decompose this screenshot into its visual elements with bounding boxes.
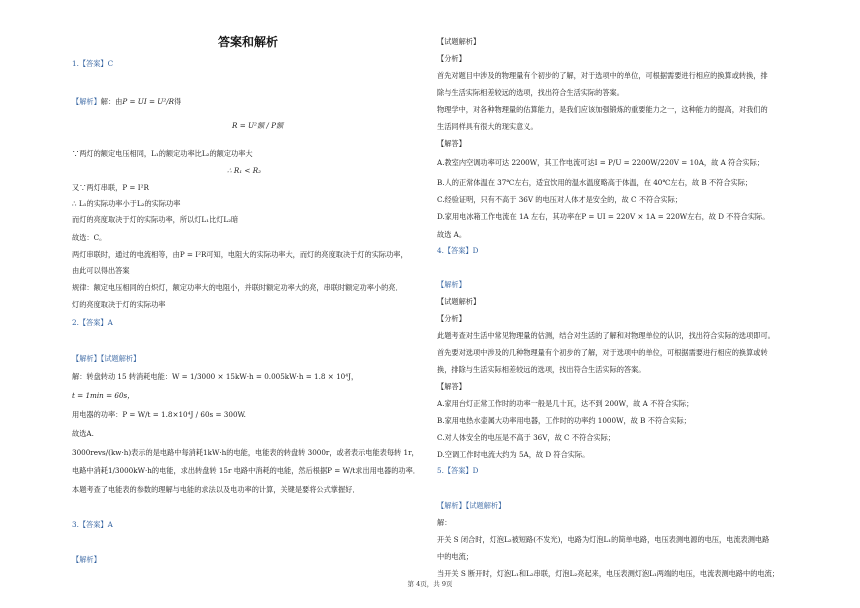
q5-answer-header: 5.【答案】D <box>437 466 479 475</box>
r-line-27: 中的电流； <box>437 552 473 561</box>
r-line-5: 物理学中，对各种物理量的估算能力，是我们应该加强锻炼的重要能力之一，这种能力的提高，对我们的 <box>437 105 768 114</box>
r-line-1: 【试题解析】 <box>437 37 481 46</box>
q1-line-f: ∴ L₁的实际功率小于L₂的实际功率 <box>72 199 181 208</box>
r-line-11: D.家用电冰箱工作电流在 1A 左右，其功率在P = UI = 220V × 1A = 220W左右，故 D 不符合实际。 <box>437 212 770 221</box>
q1-formula-a: P = UI = U²/R <box>122 97 175 106</box>
q1-tag: 【解析】 <box>72 97 101 106</box>
r-line-19: 【解答】 <box>437 382 466 391</box>
r-line-16: 此题考查对生活中常见物理量的估测，结合对生活的了解和对物理单位的认识，找出符合实际的选项即可。 <box>437 331 775 340</box>
r-line-6: 生活同样具有很大的现实意义。 <box>437 122 538 131</box>
r-line-15: 【分析】 <box>437 314 466 323</box>
r-line-4: 除与生活实际相差较远的选项，找出符合生活实际的答案。 <box>437 88 624 97</box>
r-line-18: 换，排除与生活实际相差较远的选项，找出符合生活实际的答案。 <box>437 365 646 374</box>
r-line-17: 首先要对选项中涉及的几种物理量有个初步的了解，对于选项中的单位，可根据需要进行相应的换算或转 <box>437 348 768 357</box>
q1-line-h: 故选：C。 <box>72 233 107 242</box>
q2-line-g: 本题考查了电能表的参数的理解与电能的求法以及电功率的计算，关键是要将公式掌握好． <box>72 485 360 494</box>
q1-line-j: 由此可以得出答案 <box>72 266 130 275</box>
q2-tag: 【解析】【试题解析】 <box>72 354 141 363</box>
q1-line-k: 规律：额定电压相同的白炽灯，额定功率大的电阻小，并联时额定功率大的亮，串联时额定功率小的亮． <box>72 283 403 292</box>
r-line-2: 【分析】 <box>437 54 466 63</box>
r-line-25: 解： <box>437 518 452 527</box>
r-line-23: D.空调工作时电流大约为 5A，故 D 符合实际。 <box>437 450 590 459</box>
q1-line-i: 两灯串联时，通过的电流相等，由P = I²R可知，电阻大的实际功率大，而灯的亮度取决于灯的实际功率， <box>72 250 408 259</box>
r-line-28: 当开关 S 断开时，灯泡L₁和L₂串联，灯泡L₂亮起来，电压表测灯泡L₁两端的电压，电流表测电路中的电流； <box>437 569 779 578</box>
q1-line-c: ∵两灯的额定电压相同，L₁的额定功率比L₂的额定功率大 <box>72 149 253 158</box>
r-line-26: 开关 S 闭合时，灯泡L₂被短路(不发光)，电路为灯泡L₁的简单电路，电压表测电源的电压，电流表测电路 <box>437 535 770 544</box>
r-line-20: A.家用台灯正常工作时的功率一般是几十瓦，达不到 200W，故 A 不符合实际； <box>437 399 694 408</box>
q3-answer-header: 3.【答案】A <box>72 520 113 529</box>
r-line-24: 【解析】【试题解析】 <box>437 501 506 510</box>
r-line-14: 【试题解析】 <box>437 297 481 306</box>
q1-text-a-end: 得 <box>174 97 182 106</box>
q2-answer-header: 2.【答案】A <box>72 318 113 327</box>
r-line-8: A.教室内空调功率可达 2200W，其工作电流可达I = P/U = 2200W/220V = 10A，故 A 符合实际； <box>437 158 764 167</box>
q1-line-d: ∴ R₁ < R₂ <box>227 166 262 175</box>
q1-text-a: 解：由 <box>100 97 123 106</box>
r-line-7: 【解答】 <box>437 139 466 148</box>
r-line-21: B.家用电热水壶属大功率用电器，工作时的功率约 1000W，故 B 不符合实际； <box>437 416 691 425</box>
q1-line-e: 又∵两灯串联，P = I²R <box>72 183 149 192</box>
q2-line-b: t = 1min = 60s， <box>72 391 135 400</box>
q1-formula-line <box>72 98 181 105</box>
r-line-13: 【解析】 <box>437 280 466 289</box>
q1-answer-header: 1.【答案】C <box>72 59 114 68</box>
r-line-10: C.经验证明，只有不高于 36V 的电压对人体才是安全的，故 C 不符合实际； <box>437 195 682 204</box>
r-line-3: 首先对题目中涉及的物理量有个初步的了解，对于选项中的单位，可根据需要进行相应的换算或转换，排 <box>437 71 768 80</box>
r-line-12: 故选 A。 <box>437 230 467 239</box>
q2-line-d: 故选A. <box>72 429 94 438</box>
r-line-9: B.人的正常体温在 37℃左右，适宜饮用的温水温度略高于体温，在 40℃左右，故 B 不符合实际； <box>437 178 753 187</box>
q1-line-l: 灯的亮度取决于灯的实际功率 <box>72 300 166 309</box>
q2-line-c: 用电器的功率：P = W/t = 1.8×10⁴J / 60s = 300W. <box>72 410 246 419</box>
q2-line-e: 3000revs/(kw·h)表示的是电路中每消耗1kW·h的电能，电能表的转盘转 3000r，或者表示电能表每转 1r， <box>72 448 419 457</box>
page-title: 答案和解析 <box>218 35 279 49</box>
q1-formula-r: R = U²额 / P额 <box>232 121 284 130</box>
q3-tag: 【解析】 <box>72 555 101 564</box>
page-footer: 第 4页，共 9页 <box>407 580 453 588</box>
r-line-22: C.对人体安全的电压是不高于 36V，故 C 不符合实际； <box>437 433 615 442</box>
q1-line-g: 而灯的亮度取决于灯的实际功率，所以灯L₁比灯L₂暗 <box>72 215 239 224</box>
q4-answer-header: 4.【答案】D <box>437 246 479 255</box>
q2-line-a: 解：转盘转动 15 转消耗电能：W = 1/3000 × 15kW·h = 0.005kW·h = 1.8 × 10⁴J， <box>72 372 359 381</box>
q2-line-f: 电路中消耗1/3000kW·h的电能，求出转盘转 15r 电路中消耗的电能，然后根据P = W/t求出用电器的功率． <box>72 466 420 475</box>
